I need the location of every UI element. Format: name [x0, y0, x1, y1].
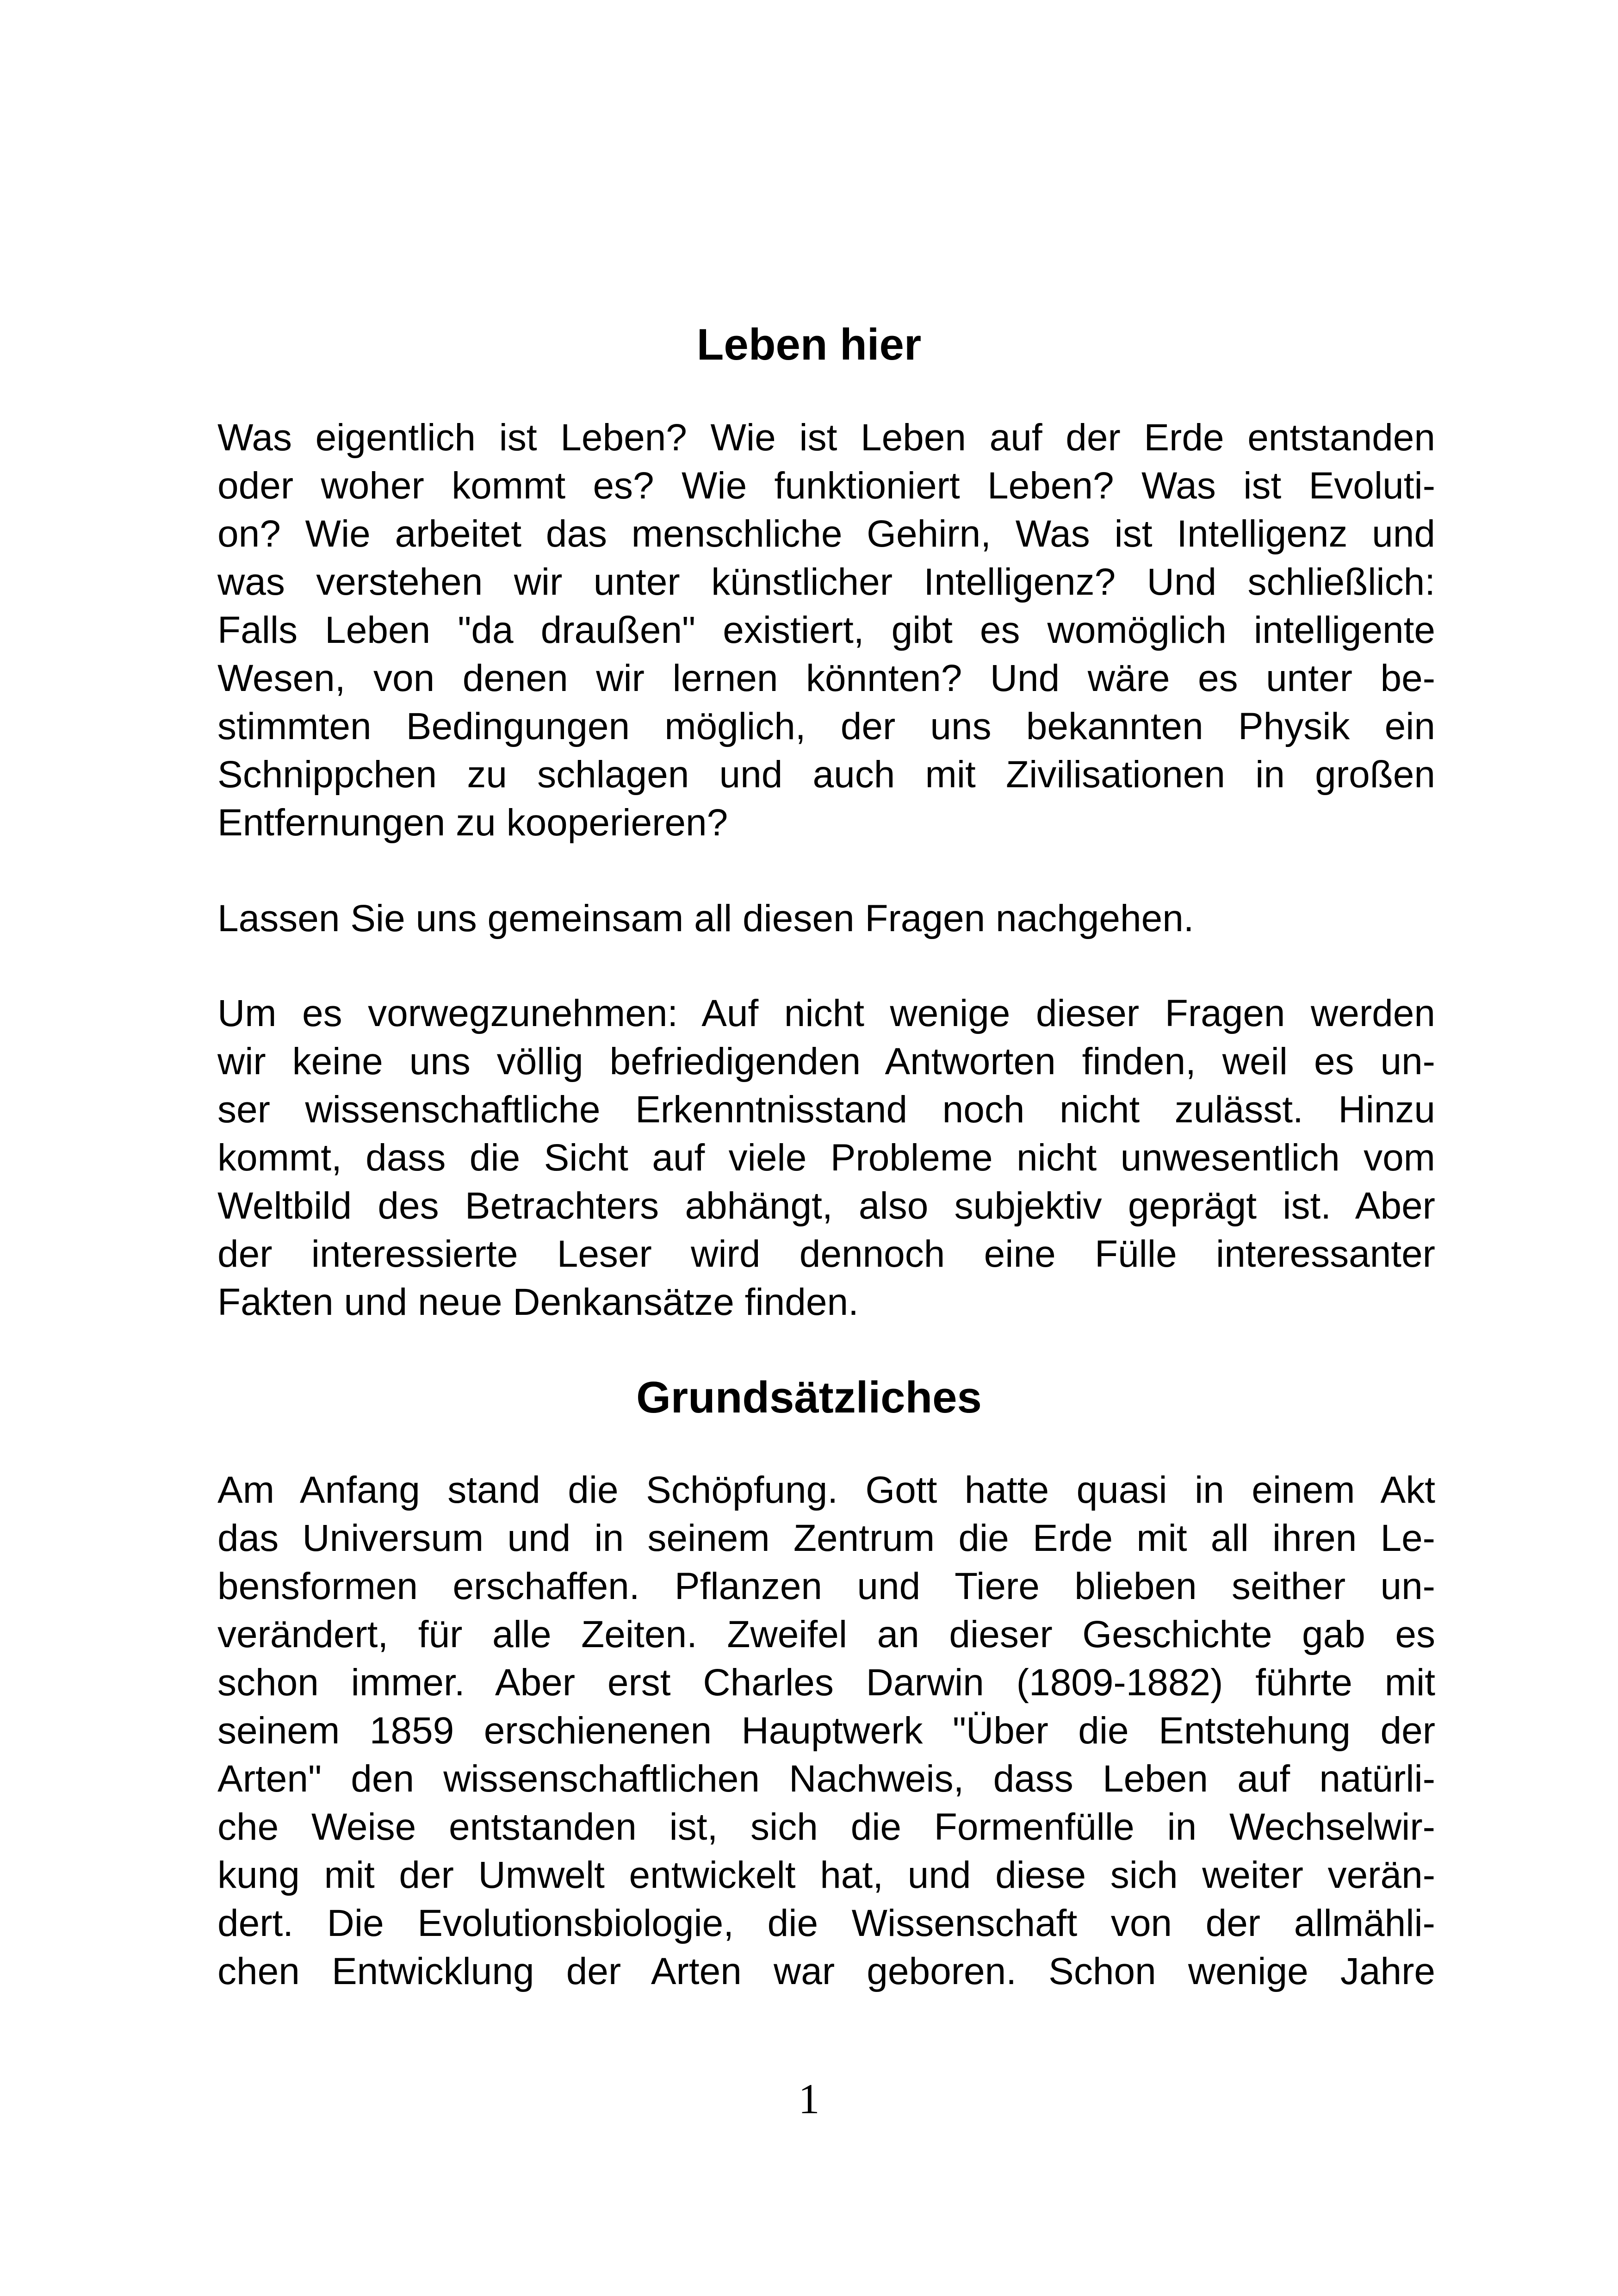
text-line: chen Entwicklung der Arten war geboren. Schon wenige Jahre	[217, 1950, 1435, 1992]
text-line: Wesen, von denen wir lernen könnten? Und wäre es unter be-	[217, 657, 1435, 699]
text-line: verändert, für alle Zeiten. Zweifel an dieser Geschichte gab es	[217, 1613, 1435, 1655]
text-line: Weltbild des Betrachters abhängt, also subjektiv geprägt ist. Aber	[217, 1185, 1435, 1227]
text-line: stimmten Bedingungen möglich, der uns bekannten Physik ein	[217, 705, 1435, 747]
text-line: Am Anfang stand die Schöpfung. Gott hatte quasi in einem Akt	[217, 1469, 1435, 1511]
text-line: Schnippchen zu schlagen und auch mit Zivilisationen in großen	[217, 753, 1435, 796]
heading-grundsaetzliches: Grundsätzliches	[636, 1373, 982, 1422]
text-line: Lassen Sie uns gemeinsam all diesen Fragen nachgehen.	[217, 897, 1194, 940]
text-line: Entfernungen zu kooperieren?	[217, 802, 728, 844]
text-line: der interessierte Leser wird dennoch eine Fülle interessanter	[217, 1233, 1435, 1275]
text-line: wir keine uns völlig befriedigenden Antworten finden, weil es un-	[217, 1040, 1435, 1083]
text-line: das Universum und in seinem Zentrum die Erde mit all ihren Le-	[217, 1517, 1435, 1559]
text-line: oder woher kommt es? Wie funktioniert Leben? Was ist Evoluti-	[217, 465, 1435, 507]
text-line: seinem 1859 erschienenen Hauptwerk "Über die Entstehung der	[217, 1710, 1435, 1752]
text-line: kommt, dass die Sicht auf viele Probleme nicht unwesentlich vom	[217, 1137, 1435, 1179]
text-line: bensformen erschaffen. Pflanzen und Tiere blieben seither un-	[217, 1565, 1435, 1607]
text-line: was verstehen wir unter künstlicher Intelligenz? Und schließlich:	[217, 561, 1435, 603]
text-line: Was eigentlich ist Leben? Wie ist Leben auf der Erde entstanden	[217, 417, 1435, 459]
page-number: 1	[798, 2075, 820, 2122]
text-line: dert. Die Evolutionsbiologie, die Wissenschaft von der allmähli-	[217, 1902, 1435, 1944]
text-line: on? Wie arbeitet das menschliche Gehirn, Was ist Intelligenz und	[217, 513, 1435, 555]
text-line: kung mit der Umwelt entwickelt hat, und diese sich weiter verän-	[217, 1854, 1435, 1896]
text-line: che Weise entstanden ist, sich die Formenfülle in Wechselwir-	[217, 1806, 1435, 1848]
text-line: Um es vorwegzunehmen: Auf nicht wenige dieser Fragen werden	[217, 992, 1435, 1034]
text-line: Falls Leben "da draußen" existiert, gibt es womöglich intelligente	[217, 609, 1435, 651]
text-line: ser wissenschaftliche Erkenntnisstand noch nicht zulässt. Hinzu	[217, 1089, 1435, 1131]
heading-leben-hier: Leben hier	[696, 320, 922, 369]
text-line: Fakten und neue Denkansätze finden.	[217, 1281, 859, 1323]
text-line: Arten" den wissenschaftlichen Nachweis, dass Leben auf natürli-	[217, 1758, 1435, 1800]
text-line: schon immer. Aber erst Charles Darwin (1809-1882) führte mit	[217, 1661, 1435, 1704]
